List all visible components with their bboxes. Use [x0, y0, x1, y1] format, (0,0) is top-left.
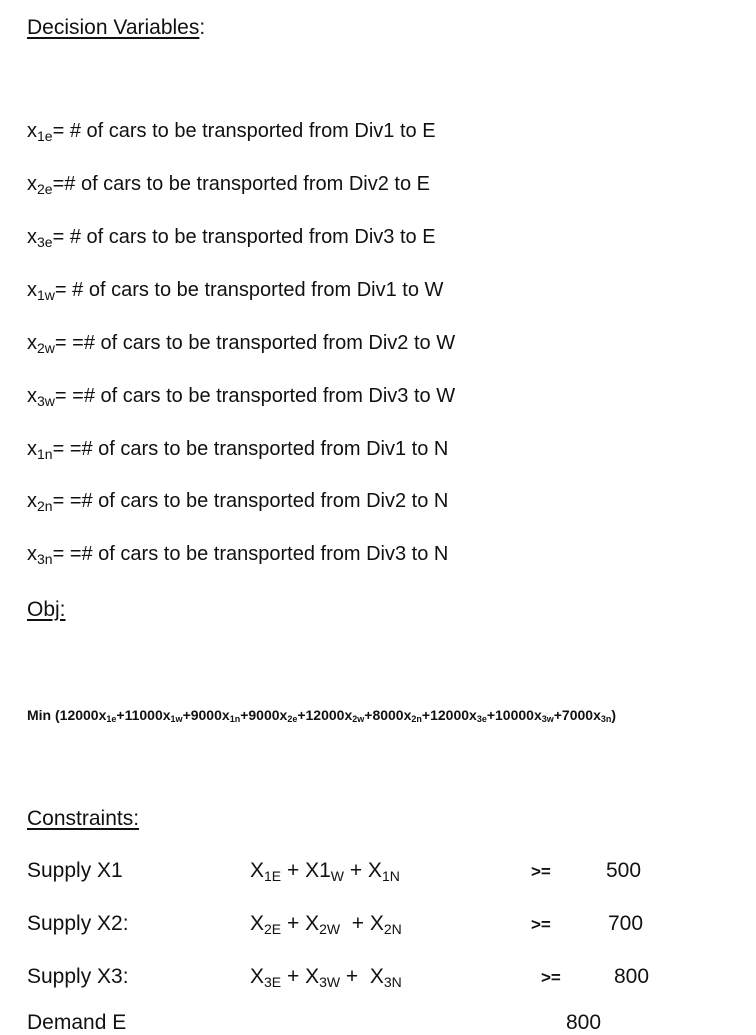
- variable-description: =# of cars to be transported from Div3 to N: [64, 543, 449, 565]
- expression-subscript: 2N: [383, 921, 402, 937]
- expression-term: + X: [343, 859, 382, 882]
- expression-subscript: 3N: [383, 974, 402, 990]
- decision-variables-heading-colon: :: [199, 16, 206, 39]
- decision-variables-heading-text: Decision Variables: [27, 16, 200, 39]
- expression-term: X: [250, 965, 265, 988]
- expression-subscript: W: [330, 868, 344, 884]
- variable-description: # of cars to be transported from Div1 to W: [66, 279, 444, 301]
- objective-coefficient: +9000: [240, 707, 280, 723]
- expression-term: + X: [340, 912, 384, 935]
- variable-subscript: 2e: [37, 181, 53, 197]
- variable-description: =# of cars to be transported from Div3 to W: [66, 385, 456, 407]
- objective-variable: x: [533, 707, 542, 723]
- objective-subscript: 3w: [541, 714, 554, 724]
- expression-subscript: 1E: [264, 868, 282, 884]
- constraint-rhs: 700: [608, 912, 644, 935]
- constraint-rhs: 800: [614, 965, 650, 988]
- expression-term: + X: [281, 965, 320, 988]
- constraint-rhs-cut: 800: [566, 1011, 602, 1034]
- variable-equals: =: [52, 438, 65, 460]
- constraint-label-cut: Demand E: [27, 1011, 127, 1034]
- variable-subscript: 2w: [37, 340, 55, 356]
- objective-variable: x: [221, 707, 230, 723]
- variable-subscript: 3w: [37, 393, 55, 409]
- objective-variable: x: [344, 707, 353, 723]
- decision-variable-line: [27, 279, 443, 303]
- expression-term: + X: [340, 965, 384, 988]
- decision-variable-line: [27, 385, 455, 409]
- objective-subscript: 2e: [287, 714, 298, 724]
- expression-term: + X: [281, 912, 320, 935]
- variable-symbol: x: [27, 173, 37, 195]
- variable-description: =# of cars to be transported from Div1 to N: [64, 438, 449, 460]
- constraint-rhs: 500: [606, 859, 642, 882]
- variable-equals: =: [52, 226, 65, 248]
- objective-suffix: ): [611, 707, 617, 723]
- decision-variable-line: [27, 438, 448, 462]
- constraints-heading: Constraints:: [27, 807, 140, 830]
- objective-variable: x: [162, 707, 171, 723]
- objective-subscript: 1n: [229, 714, 241, 724]
- constraint-operator: >=: [531, 915, 551, 934]
- objective-prefix: Min (: [27, 707, 60, 723]
- variable-description: =# of cars to be transported from Div2 to W: [66, 332, 456, 354]
- objective-coefficient: +12000: [297, 707, 345, 723]
- variable-subscript: 1n: [37, 446, 53, 462]
- constraint-label: Supply X3:: [27, 965, 129, 988]
- variable-equals: =: [52, 173, 65, 195]
- decision-variable-line: [27, 226, 436, 250]
- variable-equals: =: [54, 332, 67, 354]
- variable-symbol: x: [27, 226, 37, 248]
- variable-symbol: x: [27, 332, 37, 354]
- variable-description: # of cars to be transported from Div2 to E: [64, 173, 430, 195]
- objective-heading: Obj:: [27, 598, 66, 621]
- objective-coefficient: +12000: [421, 707, 470, 723]
- expression-term: + X1: [281, 859, 331, 882]
- expression-subscript: 2E: [264, 921, 282, 937]
- objective-coefficient: +8000: [364, 707, 404, 723]
- expression-term: X: [250, 859, 265, 882]
- variable-equals: =: [52, 543, 65, 565]
- constraint-label: Supply X1: [27, 859, 123, 882]
- decision-variable-line: [27, 332, 455, 356]
- objective-coefficient: +10000: [486, 707, 534, 723]
- objective-coefficient: +11000: [116, 707, 163, 723]
- variable-symbol: x: [27, 490, 37, 512]
- expression-subscript: 2W: [319, 921, 341, 937]
- objective-subscript: 2n: [411, 714, 422, 724]
- objective-subscript: 3n: [600, 714, 612, 724]
- objective-variable: x: [593, 707, 601, 723]
- decision-variable-line: [27, 120, 436, 144]
- objective-subscript: 3e: [476, 714, 487, 724]
- variable-description: =# of cars to be transported from Div2 to N: [64, 490, 449, 512]
- objective-function: [27, 707, 616, 724]
- objective-coefficient: +9000: [182, 707, 222, 723]
- variable-equals: =: [52, 120, 65, 142]
- variable-symbol: x: [27, 120, 37, 142]
- variable-equals: =: [54, 279, 67, 301]
- expression-subscript: 3E: [264, 974, 282, 990]
- decision-variable-line: [27, 543, 448, 567]
- variable-description: # of cars to be transported from Div1 to E: [64, 120, 436, 142]
- variable-symbol: x: [27, 279, 37, 301]
- variable-equals: =: [52, 490, 65, 512]
- constraint-expression: [250, 912, 402, 937]
- variable-subscript: 2n: [37, 498, 53, 514]
- objective-subscript: 2w: [352, 714, 365, 724]
- variable-symbol: x: [27, 543, 37, 565]
- objective-variable: x: [98, 707, 107, 723]
- objective-variable: x: [469, 707, 477, 723]
- variable-equals: =: [54, 385, 67, 407]
- constraint-operator: >=: [541, 968, 561, 987]
- constraint-expression: [250, 965, 402, 990]
- constraint-label: Supply X2:: [27, 912, 129, 935]
- variable-subscript: 1e: [37, 128, 53, 144]
- variable-subscript: 3n: [37, 551, 53, 567]
- variable-description: # of cars to be transported from Div3 to E: [64, 226, 436, 248]
- constraint-expression: [250, 859, 400, 884]
- variable-subscript: 3e: [37, 234, 53, 250]
- objective-coefficient: +7000: [553, 707, 594, 723]
- variable-symbol: x: [27, 385, 37, 407]
- decision-variable-line: [27, 173, 430, 197]
- objective-subscript: 1e: [106, 714, 117, 724]
- expression-subscript: 1N: [381, 868, 400, 884]
- constraint-operator: >=: [531, 862, 551, 881]
- objective-terms: [60, 707, 612, 723]
- objective-variable: x: [403, 707, 412, 723]
- expression-term: X: [250, 912, 265, 935]
- expression-subscript: 3W: [319, 974, 341, 990]
- objective-variable: x: [279, 707, 288, 723]
- decision-variable-line: [27, 490, 448, 514]
- variable-subscript: 1w: [37, 287, 55, 303]
- variable-symbol: x: [27, 438, 37, 460]
- objective-subscript: 1w: [170, 714, 183, 724]
- decision-variables-heading: [27, 16, 205, 40]
- objective-coefficient: 12000: [59, 707, 99, 723]
